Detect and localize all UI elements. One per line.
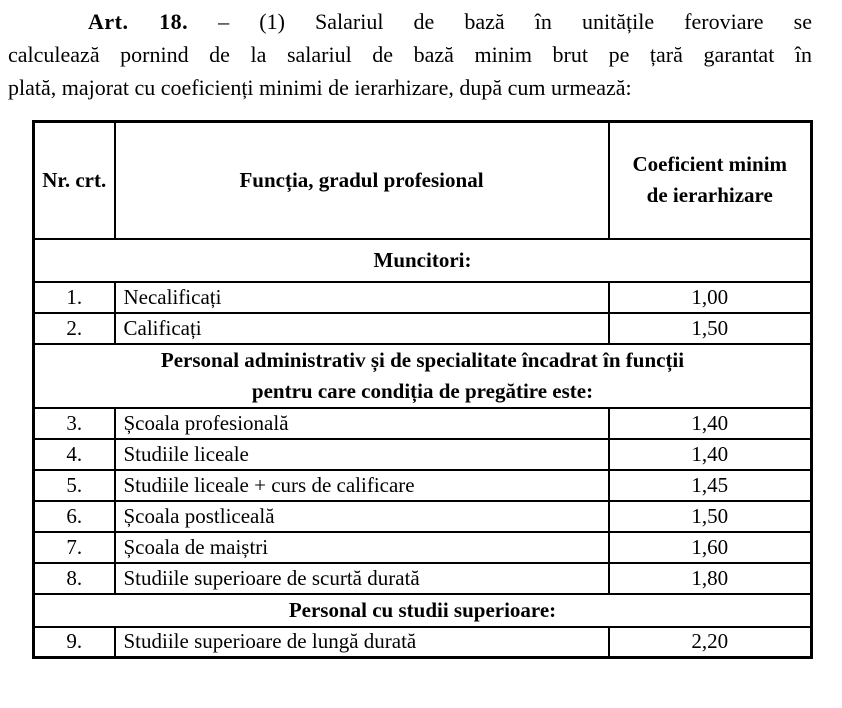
col-header-nr: Nr. crt. bbox=[34, 122, 115, 239]
row-number-cell: 5. bbox=[34, 470, 115, 501]
row-value-cell: 1,60 bbox=[609, 532, 812, 563]
row-number-cell: 6. bbox=[34, 501, 115, 532]
section-header-personal-administrativ bbox=[34, 344, 812, 408]
row-value-cell: 1,50 bbox=[609, 313, 812, 344]
paragraph-line-2: calculează pornind de la salariul de bază minim brut pe țară garantat în bbox=[8, 42, 812, 67]
document-page bbox=[0, 5, 842, 659]
table-row bbox=[34, 282, 812, 313]
table-row bbox=[34, 563, 812, 594]
row-value-cell: 1,80 bbox=[609, 563, 812, 594]
article-paragraph bbox=[8, 5, 812, 104]
row-number-cell: 2. bbox=[34, 313, 115, 344]
table-row bbox=[34, 501, 812, 532]
row-label-cell: Calificați bbox=[115, 313, 609, 344]
article-number: Art. 18. bbox=[88, 9, 189, 34]
row-label-cell: Studiile superioare de lungă durată bbox=[115, 627, 609, 658]
section-title-line-2: pentru care condiția de pregătire este: bbox=[251, 378, 594, 403]
row-label-cell: Necalificați bbox=[115, 282, 609, 313]
row-number-cell: 7. bbox=[34, 532, 115, 563]
table-row bbox=[34, 439, 812, 470]
row-number-cell: 1. bbox=[34, 282, 115, 313]
row-number-cell: 3. bbox=[34, 408, 115, 439]
row-value-cell: 1,50 bbox=[609, 501, 812, 532]
table-row bbox=[34, 408, 812, 439]
paragraph-line-3: plată, majorat cu coeficienți minimi de ierarhizare, după cum urmează: bbox=[8, 75, 632, 100]
row-label-cell: Școala profesională bbox=[115, 408, 609, 439]
section-title bbox=[34, 344, 812, 408]
table-header-row bbox=[34, 122, 812, 239]
paragraph-line-1 bbox=[8, 5, 812, 38]
col-header-coefficient-line-2: de ierarhizare bbox=[646, 183, 773, 208]
row-label-cell: Școala de maiștri bbox=[115, 532, 609, 563]
coefficients-table bbox=[32, 120, 813, 659]
table-row bbox=[34, 470, 812, 501]
row-value-cell: 1,40 bbox=[609, 439, 812, 470]
section-title: Personal cu studii superioare: bbox=[34, 594, 812, 627]
table-row bbox=[34, 627, 812, 658]
row-label-cell: Școala postliceală bbox=[115, 501, 609, 532]
table-row bbox=[34, 313, 812, 344]
row-value-cell: 1,45 bbox=[609, 470, 812, 501]
table-row bbox=[34, 532, 812, 563]
section-header-muncitori bbox=[34, 239, 812, 282]
section-title: Muncitori: bbox=[34, 239, 812, 282]
col-header-function: Funcția, gradul profesional bbox=[115, 122, 609, 239]
row-value-cell: 2,20 bbox=[609, 627, 812, 658]
col-header-coefficient-line-1: Coeficient minim bbox=[632, 152, 788, 177]
row-number-cell: 8. bbox=[34, 563, 115, 594]
row-label-cell: Studiile liceale + curs de calificare bbox=[115, 470, 609, 501]
row-label-cell: Studiile liceale bbox=[115, 439, 609, 470]
section-header-studii-superioare bbox=[34, 594, 812, 627]
row-value-cell: 1,40 bbox=[609, 408, 812, 439]
col-header-coefficient bbox=[609, 122, 812, 239]
row-value-cell: 1,00 bbox=[609, 282, 812, 313]
paragraph-line-1-text: – (1) Salariul de bază în unitățile feroviare se bbox=[188, 9, 812, 34]
row-label-cell: Studiile superioare de scurtă durată bbox=[115, 563, 609, 594]
row-number-cell: 4. bbox=[34, 439, 115, 470]
row-number-cell: 9. bbox=[34, 627, 115, 658]
section-title-line-1: Personal administrativ și de specialitate încadrat în funcții bbox=[160, 347, 685, 372]
